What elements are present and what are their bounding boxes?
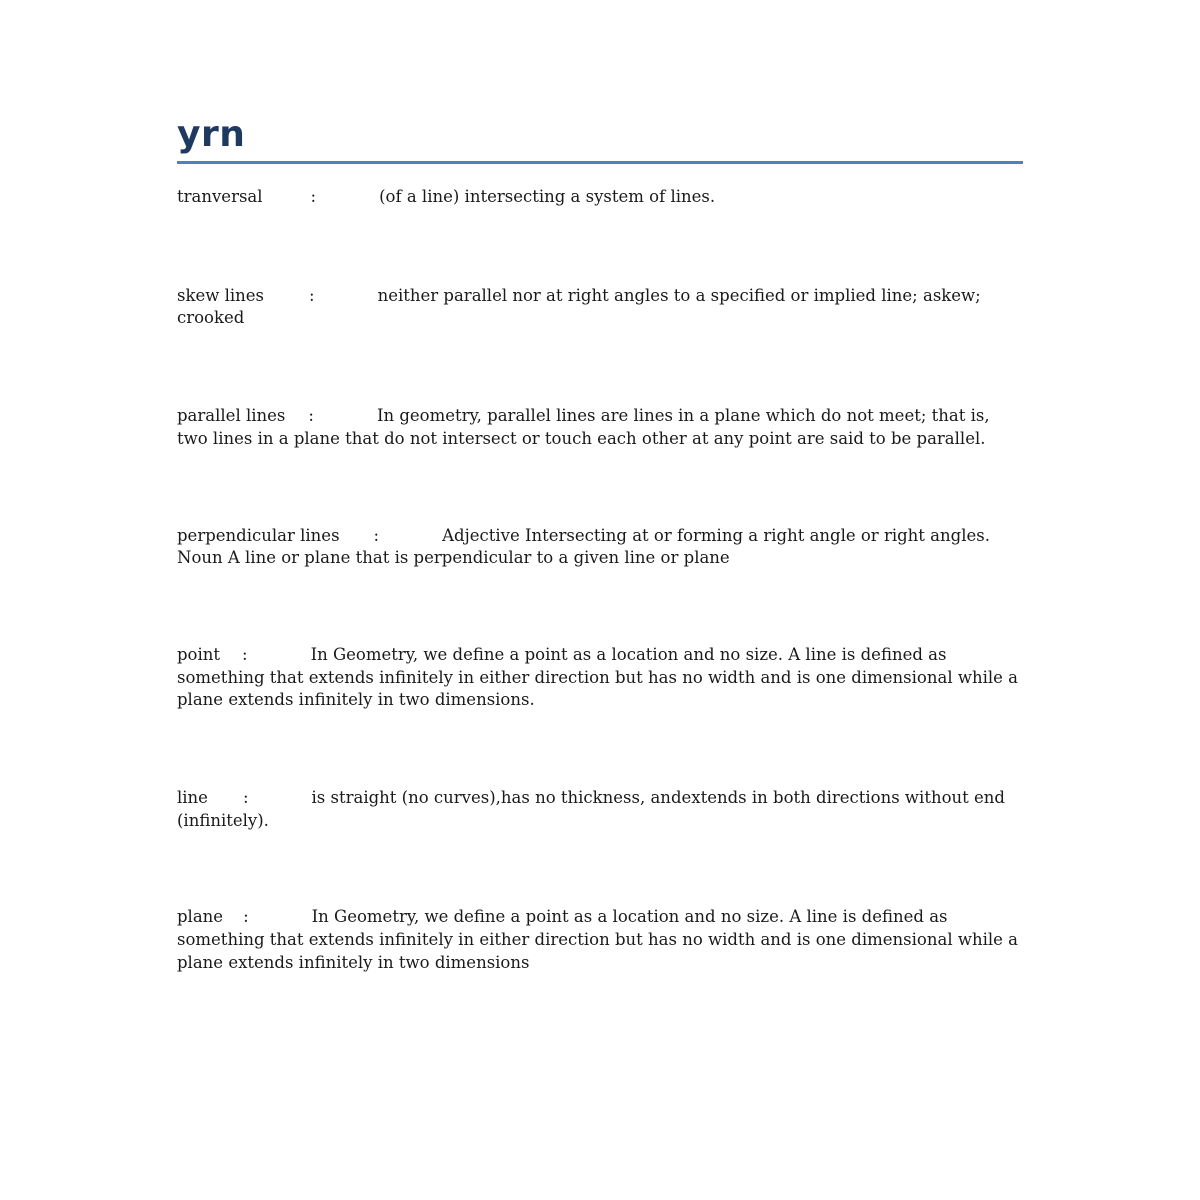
entry-term: perpendicular lines [177,525,340,545]
entry-term: point [177,644,221,664]
entry-definition: In Geometry, we define a point as a location and no size. A line is defined as something that extends infinitely in either direction but has no width and is one dimensional while a plane extends infinitely in two dimensions. [177,644,1018,710]
entry-term: parallel lines [177,406,286,426]
entry-term: plane [177,907,224,927]
entry-separator: : [242,644,248,664]
entry-separator: : [373,525,380,545]
entry-definition: neither parallel nor at right angles to a specified or implied line; askew; crooked [177,285,981,328]
document-title: yrn [177,114,246,155]
entry-term: line [177,788,208,808]
entry-definition: In geometry, parallel lines are lines in a plane which do not meet; that is, two lines in a plane that do not intersect or touch each other at any point are said to be parallel. [177,406,990,448]
glossary-entry-tranversal [177,186,1023,209]
glossary-entry-parallel-lines [177,405,1023,450]
entry-separator: : [310,187,317,206]
entry-definition: (of a line) intersecting a system of lines. [379,187,716,206]
entry-separator: : [242,788,249,808]
glossary-entry-skew-lines [177,285,1023,330]
entry-separator: : [309,285,315,305]
entry-definition: Adjective Intersecting at or forming a right angle or right angles. Noun A line or plane that is perpendicular to a given line or plane [177,525,990,568]
entry-separator: : [243,907,249,927]
document-page [177,110,1023,975]
entry-term: tranversal [177,187,263,206]
entry-definition: is straight (no curves),has no thickness, andextends in both directions without end (infinitely). [177,788,1005,830]
entry-definition: In Geometry, we define a point as a location and no size. A line is defined as something that extends infinitely in either direction but has no width and is one dimensional while a plane extends infinitely in two dimensions [177,907,1018,972]
glossary-entry-perpendicular-lines [177,525,1023,570]
entry-term: skew lines [177,285,265,305]
glossary-list [177,186,1023,975]
glossary-entry-plane [177,906,1023,974]
entry-separator: : [308,406,314,426]
glossary-entry-line [177,787,1023,832]
title-underline [177,161,1023,164]
glossary-entry-point [177,644,1023,712]
